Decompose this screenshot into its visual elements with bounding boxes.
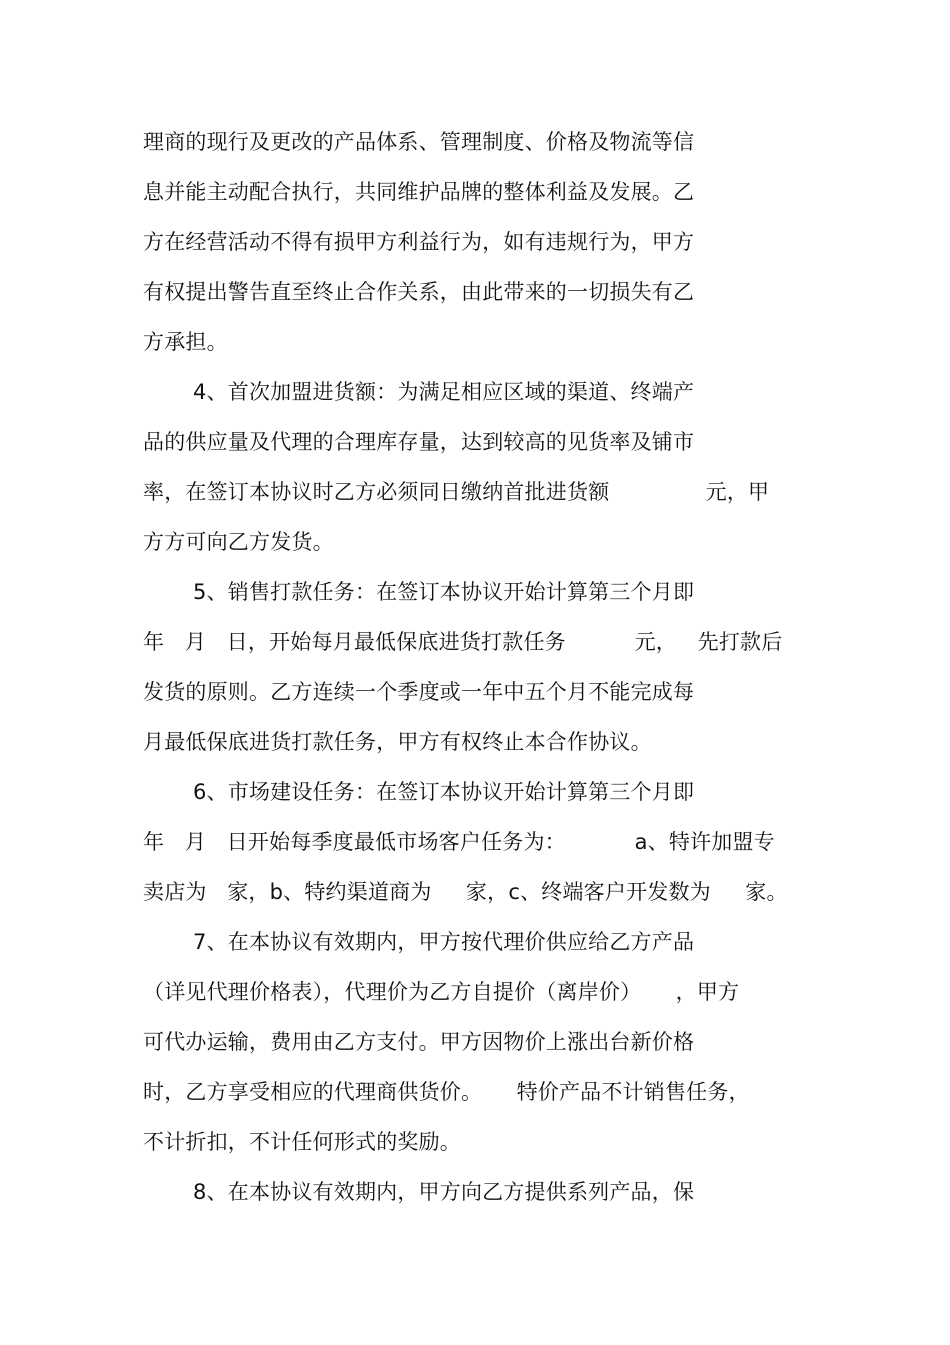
text-line: 有权提出警告直至终止合作关系，由此带来的一切损失有乙 xyxy=(143,280,695,304)
text-line: 方承担。 xyxy=(143,330,228,354)
text-line: 年 月 日，开始每月最低保底进货打款任务 元， 先打款后 xyxy=(143,630,783,654)
text-line: 方方可向乙方发货。 xyxy=(143,530,334,554)
text-line: 不计折扣，不计任何形式的奖励。 xyxy=(143,1130,461,1154)
paragraph-start: 7、在本协议有效期内，甲方按代理价供应给乙方产品 xyxy=(193,930,695,954)
text-line: 时，乙方享受相应的代理商供货价。 特价产品不计销售任务， xyxy=(143,1080,750,1104)
text-line: 年 月 日开始每季度最低市场客户任务为： a、特许加盟专 xyxy=(143,830,775,854)
text-line: 理商的现行及更改的产品体系、管理制度、价格及物流等信 xyxy=(143,130,695,154)
text-line: 发货的原则。乙方连续一个季度或一年中五个月不能完成每 xyxy=(143,680,695,704)
paragraph-start: 6、市场建设任务：在签订本协议开始计算第三个月即 xyxy=(193,780,695,804)
text-line: 卖店为 家，b、特约渠道商为 家，c、终端客户开发数为 家。 xyxy=(143,880,788,904)
paragraph-start: 5、销售打款任务：在签订本协议开始计算第三个月即 xyxy=(193,580,695,604)
text-line: （详见代理价格表），代理价为乙方自提价（离岸价） ，甲方 xyxy=(143,980,740,1004)
text-line: 月最低保底进货打款任务，甲方有权终止本合作协议。 xyxy=(143,730,652,754)
text-line: 品的供应量及代理的合理库存量，达到较高的见货率及铺市 xyxy=(143,430,695,454)
text-line: 率，在签订本协议时乙方必须同日缴纳首批进货额 元，甲 xyxy=(143,480,770,504)
paragraph-start: 4、首次加盟进货额：为满足相应区域的渠道、终端产 xyxy=(193,380,695,404)
paragraph-start: 8、在本协议有效期内，甲方向乙方提供系列产品，保 xyxy=(193,1180,695,1204)
text-line: 息并能主动配合执行，共同维护品牌的整体利益及发展。乙 xyxy=(143,180,695,204)
text-line: 可代办运输，费用由乙方支付。甲方因物价上涨出台新价格 xyxy=(143,1030,695,1054)
text-line: 方在经营活动不得有损甲方利益行为，如有违规行为，甲方 xyxy=(143,230,695,254)
